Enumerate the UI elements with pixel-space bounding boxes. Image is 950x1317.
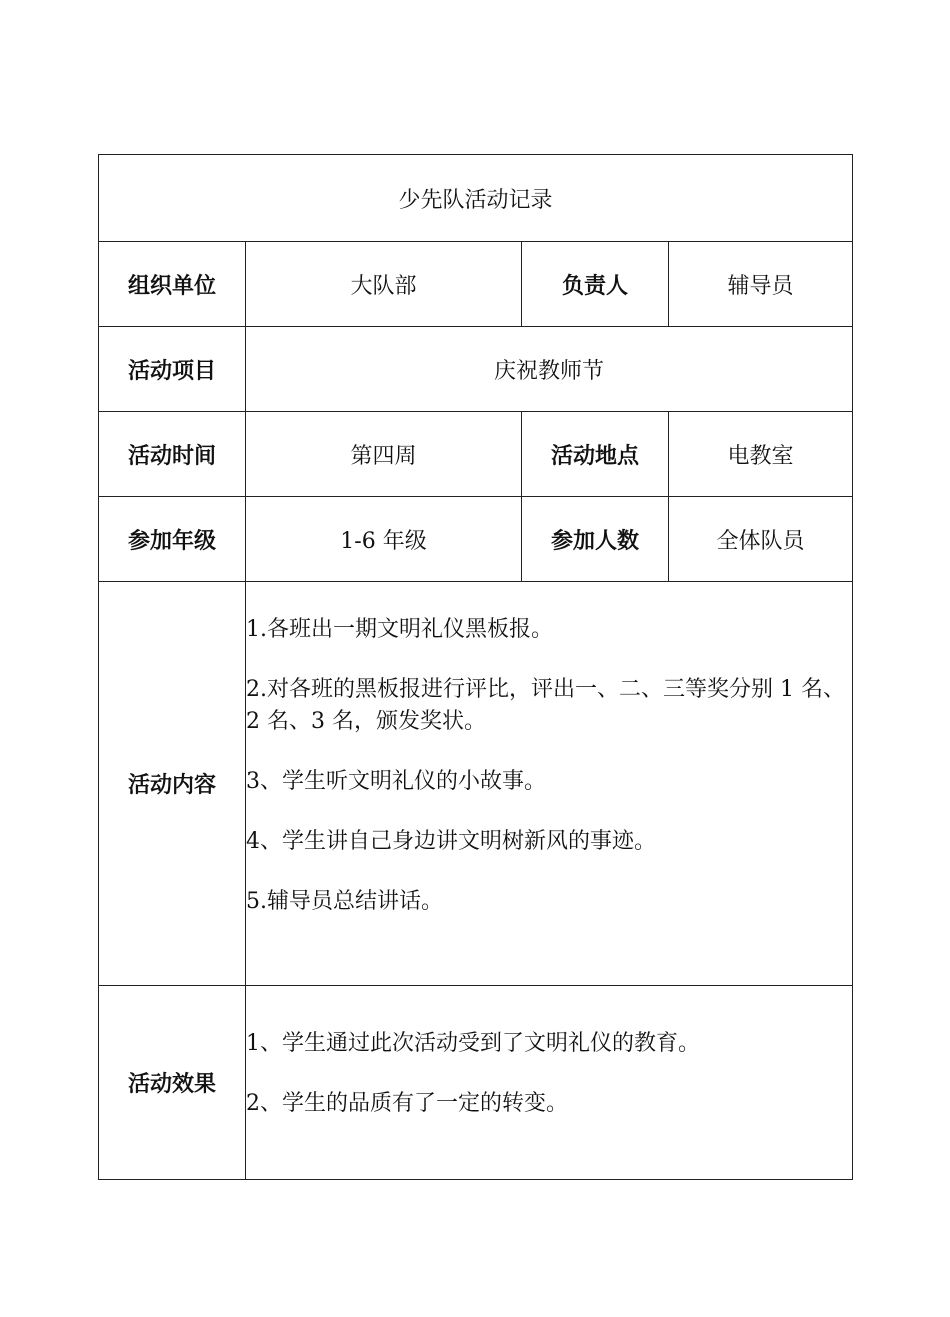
grade-label: 参加年级 xyxy=(99,497,246,582)
content-item: 1.各班出一期文明礼仪黑板报。 xyxy=(246,617,553,642)
activity-record-table xyxy=(98,154,853,1180)
content-item: 5.辅导员总结讲话。 xyxy=(246,889,443,914)
activity-place-value: 电教室 xyxy=(669,412,853,497)
activity-item-value: 庆祝教师节 xyxy=(246,327,853,412)
content-item: 4、学生讲自己身边讲文明树新风的事迹。 xyxy=(246,829,656,854)
record-title: 少先队活动记录 xyxy=(99,155,853,242)
effect-item: 2、学生的品质有了一定的转变。 xyxy=(246,1091,568,1116)
activity-place-label: 活动地点 xyxy=(522,412,669,497)
content-cell xyxy=(246,582,853,986)
effect-item: 1、学生通过此次活动受到了文明礼仪的教育。 xyxy=(246,1031,700,1056)
org-unit-value: 大队部 xyxy=(246,242,522,327)
org-unit-label: 组织单位 xyxy=(99,242,246,327)
content-item: 2.对各班的黑板报进行评比，评出一、二、三等奖分别 1 名、2 名、3 名，颁发奖状。 xyxy=(246,677,845,734)
person-in-charge-label: 负责人 xyxy=(522,242,669,327)
participants-label: 参加人数 xyxy=(522,497,669,582)
participants-value: 全体队员 xyxy=(669,497,853,582)
activity-item-label: 活动项目 xyxy=(99,327,246,412)
activity-time-value: 第四周 xyxy=(246,412,522,497)
grade-value: 1-6 年级 xyxy=(246,497,522,582)
effect-cell xyxy=(246,986,853,1180)
content-label: 活动内容 xyxy=(99,582,246,986)
person-in-charge-value: 辅导员 xyxy=(669,242,853,327)
activity-time-label: 活动时间 xyxy=(99,412,246,497)
effect-label: 活动效果 xyxy=(99,986,246,1180)
content-item: 3、学生听文明礼仪的小故事。 xyxy=(246,769,546,794)
